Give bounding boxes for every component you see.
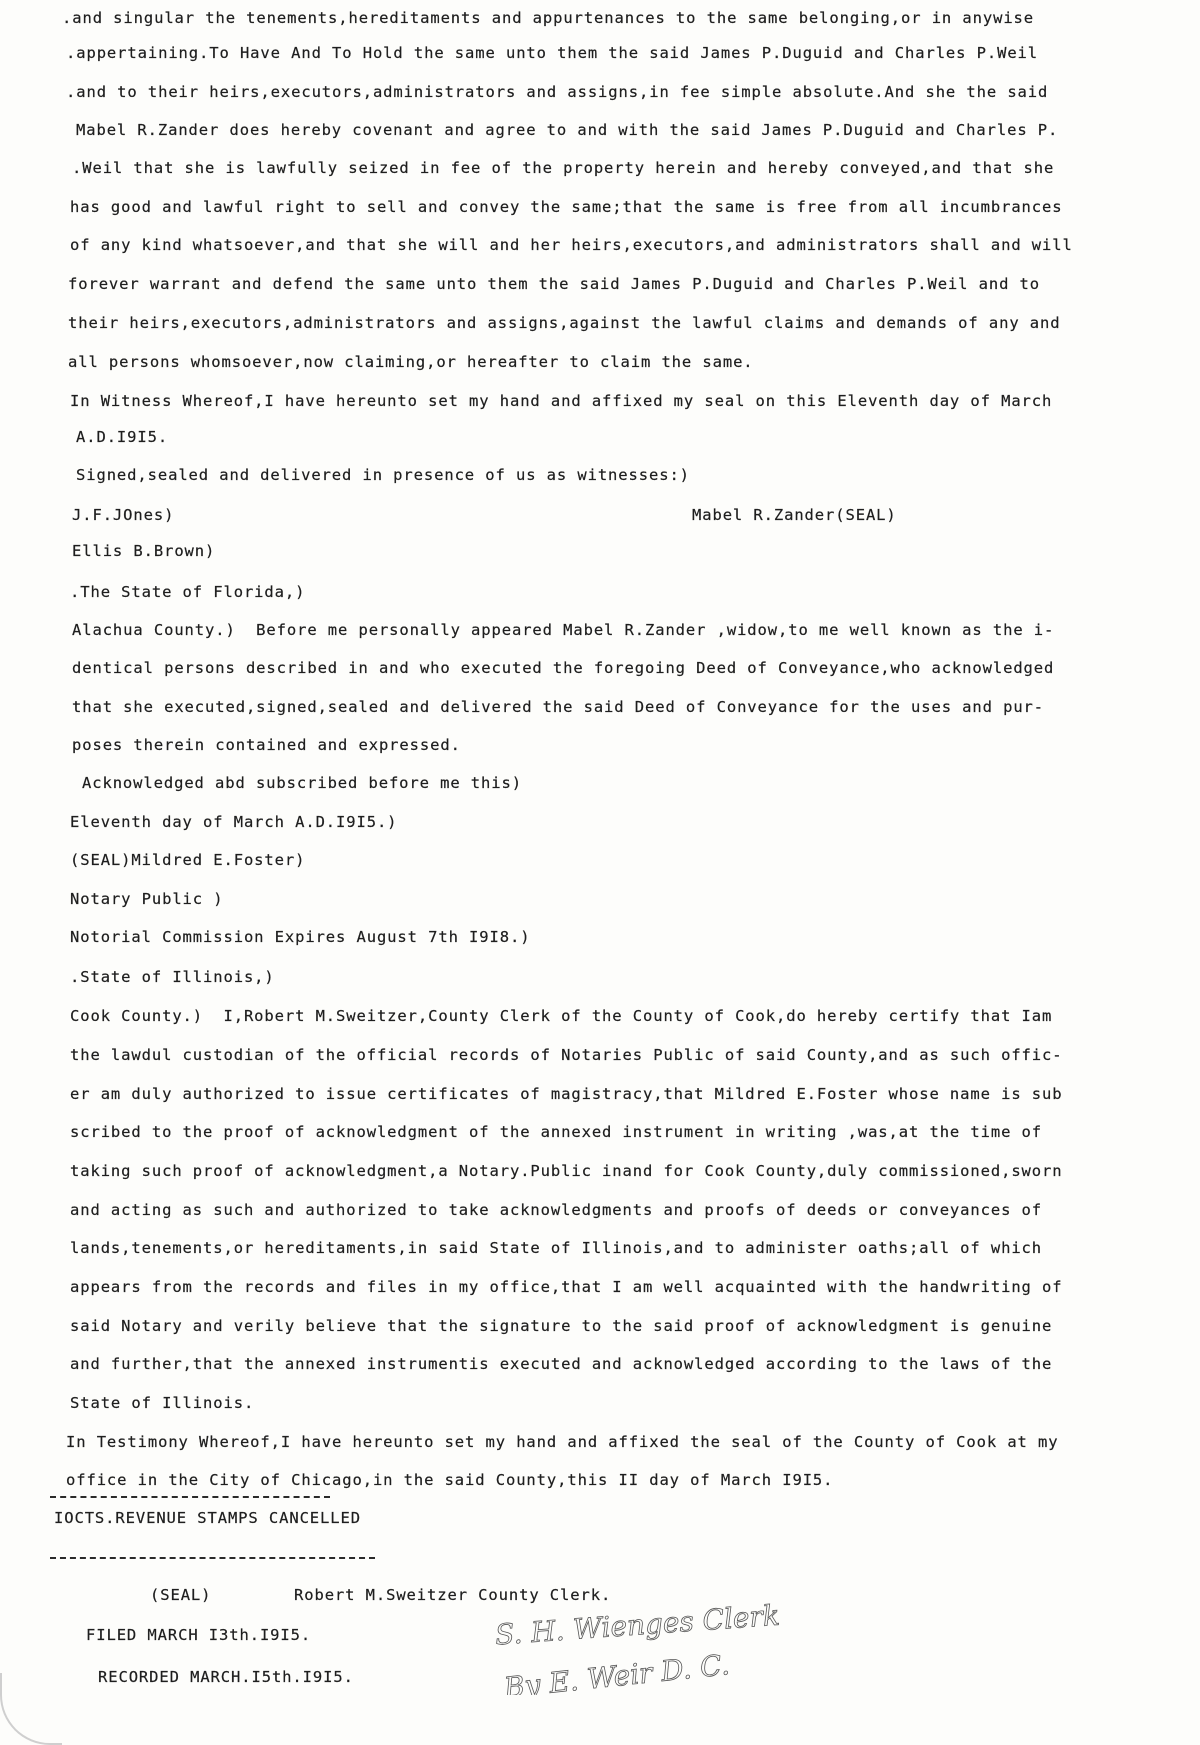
deed-line-9: their heirs,executors,administrators and assigns,against the lawful claims and demands of any and <box>68 314 1061 332</box>
deed-line-7: of any kind whatsoever,and that she will and her heirs,executors,and administrators shall and will <box>70 236 1073 254</box>
illinois-state-heading: .State of Illinois,) <box>70 968 275 986</box>
illinois-cert-line-6: and acting as such and authorized to take acknowledgments and proofs of deeds or conveyances of <box>70 1201 1043 1219</box>
notary-title: Notary Public ) <box>70 890 224 908</box>
deed-line-3: .and to their heirs,executors,administrators and assigns,in fee simple absolute.And she the said <box>66 83 1049 101</box>
illinois-cert-line-8: appears from the records and files in my office,that I am well acquainted with the handwriting of <box>70 1278 1063 1296</box>
illinois-cert-line-7: lands,tenements,or hereditaments,in said State of Illinois,and to administer oaths;all of which <box>70 1239 1043 1257</box>
page-corner-curl <box>0 1673 62 1745</box>
deed-line-5: .Weil that she is lawfully seized in fee of the property herein and hereby conveyed,and that she <box>72 159 1055 177</box>
deed-line-8: forever warrant and defend the same unto them the said James P.Duguid and Charles P.Weil and to <box>68 275 1041 293</box>
deed-line-6: has good and lawful right to sell and convey the same;that the same is free from all incumbrances <box>70 198 1063 216</box>
handwritten-line-2: By E. Weir D. C. <box>502 1647 732 1695</box>
deed-line-10: all persons whomsoever,now claiming,or hereafter to claim the same. <box>68 353 754 371</box>
revenue-stamps-note: IOCTS.REVENUE STAMPS CANCELLED <box>54 1509 361 1527</box>
handwritten-clerk-signature <box>480 1585 840 1695</box>
witness-2: Ellis B.Brown) <box>72 542 216 560</box>
illinois-cert-line-11: State of Illinois. <box>70 1394 255 1412</box>
notary-commission: Notorial Commission Expires August 7th I9I8.) <box>70 928 531 946</box>
florida-ack-line-1: Alachua County.) Before me personally appeared Mabel R.Zander ,widow,to me well known as the i- <box>72 621 1055 639</box>
illinois-cert-line-3: er am duly authorized to issue certificates of magistracy,that Mildred E.Foster whose name is sub <box>70 1085 1063 1103</box>
signed-sealed-line: Signed,sealed and delivered in presence of us as witnesses:) <box>76 466 690 484</box>
illinois-cert-line-4: scribed to the proof of acknowledgment of the annexed instrument in writing ,was,at the time of <box>70 1123 1043 1141</box>
clerk-name: Robert M.Sweitzer County Clerk. <box>294 1586 612 1604</box>
handwritten-line-1: S. H. Wienges Clerk <box>494 1598 781 1652</box>
deed-line-1: .and singular the tenements,hereditaments and appurtenances to the same belonging,or in anywise <box>62 9 1035 27</box>
witness-1: J.F.JOnes) <box>72 506 175 524</box>
illinois-cert-line-1: Cook County.) I,Robert M.Sweitzer,County Clerk of the County of Cook,do hereby certify that Iam <box>70 1007 1053 1025</box>
florida-ack-line-3: that she executed,signed,sealed and delivered the said Deed of Conveyance for the uses and pur- <box>72 698 1045 716</box>
ack-subscribed: Acknowledged abd subscribed before me this) <box>82 774 522 792</box>
illinois-cert-line-10: and further,that the annexed instrumentis executed and acknowledged according to the laws of the <box>70 1355 1053 1373</box>
testimony-line-2: office in the City of Chicago,in the said County,this II day of March I9I5. <box>66 1471 834 1489</box>
dashed-rule-top <box>50 1496 330 1498</box>
illinois-cert-line-9: said Notary and verily believe that the signature to the said proof of acknowledgment is genuine <box>70 1317 1053 1335</box>
deed-line-4: Mabel R.Zander does hereby covenant and agree to and with the said James P.Duguid and Charles P. <box>76 121 1059 139</box>
florida-state-heading: .The State of Florida,) <box>70 583 306 601</box>
clerk-seal: (SEAL) <box>150 1586 212 1604</box>
deed-line-2: .appertaining.To Have And To Hold the same unto them the said James P.Duguid and Charles P.Weil <box>66 44 1039 62</box>
witness-clause: In Witness Whereof,I have hereunto set my hand and affixed my seal on this Eleventh day of March <box>70 392 1053 410</box>
grantor-signature: Mabel R.Zander(SEAL) <box>692 506 897 524</box>
florida-ack-line-4: poses therein contained and expressed. <box>72 736 461 754</box>
florida-ack-line-2: dentical persons described in and who executed the foregoing Deed of Conveyance,who acknowledged <box>72 659 1055 677</box>
testimony-line-1: In Testimony Whereof,I have hereunto set my hand and affixed the seal of the County of Cook at my <box>66 1433 1059 1451</box>
ack-date: Eleventh day of March A.D.I9I5.) <box>70 813 398 831</box>
filed-date: FILED MARCH I3th.I9I5. <box>86 1626 312 1644</box>
dashed-rule-bottom <box>50 1557 375 1559</box>
illinois-cert-line-2: the lawdul custodian of the official records of Notaries Public of said County,and as such offic- <box>70 1046 1063 1064</box>
notary-name: (SEAL)Mildred E.Foster) <box>70 851 306 869</box>
illinois-cert-line-5: taking such proof of acknowledgment,a Notary.Public inand for Cook County,duly commissioned,sworn <box>70 1162 1063 1180</box>
recorded-date: RECORDED MARCH.I5th.I9I5. <box>98 1668 354 1686</box>
witness-date: A.D.I9I5. <box>76 428 169 446</box>
